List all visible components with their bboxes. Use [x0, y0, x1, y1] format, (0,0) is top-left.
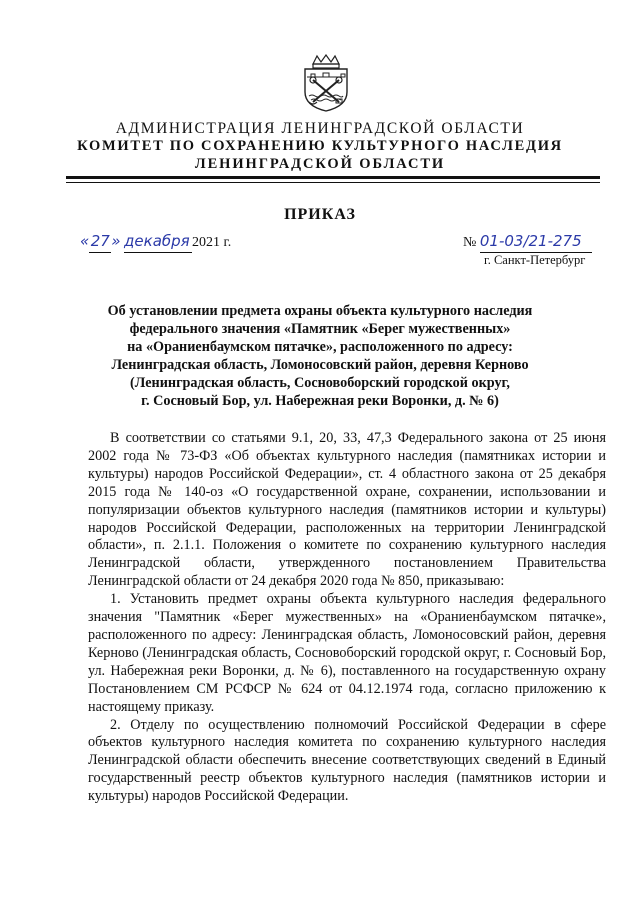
date-day: 27 [90, 232, 110, 250]
date-open-quote: « [80, 232, 90, 250]
header-rule-thick [66, 176, 600, 179]
document-date [80, 232, 231, 253]
header-committee: КОМИТЕТ ПО СОХРАНЕНИЮ КУЛЬТУРНОГО НАСЛЕДИЯ [77, 138, 563, 154]
subject-line: (Ленинградская область, Сосновоборский городской округ, [130, 375, 510, 391]
number-value: 01-03/21-275 [479, 232, 582, 250]
preamble-paragraph: В соответствии со статьями 9.1, 20, 33, 47,3 Федерального закона от 25 июня 2002 года № 73-ФЗ «Об объектах культурного наследия (памятниках истории и культуры) народов Российской Федерации», ст. 4 областного закона от 25 декабря 2015 года № 140-оз «О государственной охране, сохранении, использовании и популяризации объектов культурного наследия (памятников истории и культуры) народов Российской Федерации, расположенных на территории Ленинградской области», п. 2.1.1. Положения о комитете по сохранению культурного наследия Ленинградской области, утвержденного постановлением Правительства Ленинградской области от 24 декабря 2020 года № 850, приказываю: [88, 430, 606, 590]
document-title: ПРИКАЗ [284, 206, 356, 223]
subject-line: федерального значения «Памятник «Берег мужественных» [129, 321, 511, 337]
header-administration: АДМИНИСТРАЦИЯ ЛЕНИНГРАДСКОЙ ОБЛАСТИ [115, 120, 525, 137]
header-rule-thin [66, 182, 600, 183]
document-body [88, 430, 606, 806]
date-year: 2021 г. [192, 235, 232, 250]
subject-line: на «Ораниенбаумском пятачке», расположенного по адресу: [127, 339, 513, 355]
date-month: декабря [124, 232, 190, 250]
subject-line: г. Сосновый Бор, ул. Набережная реки Воронки, д. № 6) [141, 393, 499, 409]
header-region: ЛЕНИНГРАДСКОЙ ОБЛАСТИ [194, 156, 446, 172]
document-subject [60, 302, 580, 410]
item-1-paragraph: 1. Установить предмет охраны объекта культурного наследия федерального значения "Памятник «Берег мужественных» на «Ораниенбаумском пятачке», расположенного по адресу: Ленинградская область, Ломоносовский район, деревня Керново (Ленинградская область, Сосновоборский городской округ, г. Сосновый Бор, ул. Набережная реки Воронки, д. № 6), поставленного на государственную охрану Постановлением СМ РСФСР № 624 от 04.12.1974 года, согласно приложению к настоящему приказу. [88, 591, 606, 715]
date-close-quote: » [111, 232, 121, 250]
document-city: г. Санкт-Петербург [484, 253, 586, 267]
coat-of-arms-icon [301, 54, 351, 112]
item-2-paragraph: 2. Отделу по осуществлению полномочий Российской Федерации в сфере объектов культурного наследия комитета по сохранению культурного наследия Ленинградской области обеспечить внесение соответствующих сведений в Единый государственный реестр объектов культурного наследия (памятников истории и культуры) народов Российской Федерации. [88, 716, 606, 805]
subject-line: Об установлении предмета охраны объекта культурного наследия [107, 303, 533, 319]
document-number [463, 232, 592, 253]
subject-line: Ленинградская область, Ломоносовский район, деревня Керново [111, 357, 529, 373]
number-prefix: № [463, 235, 477, 250]
